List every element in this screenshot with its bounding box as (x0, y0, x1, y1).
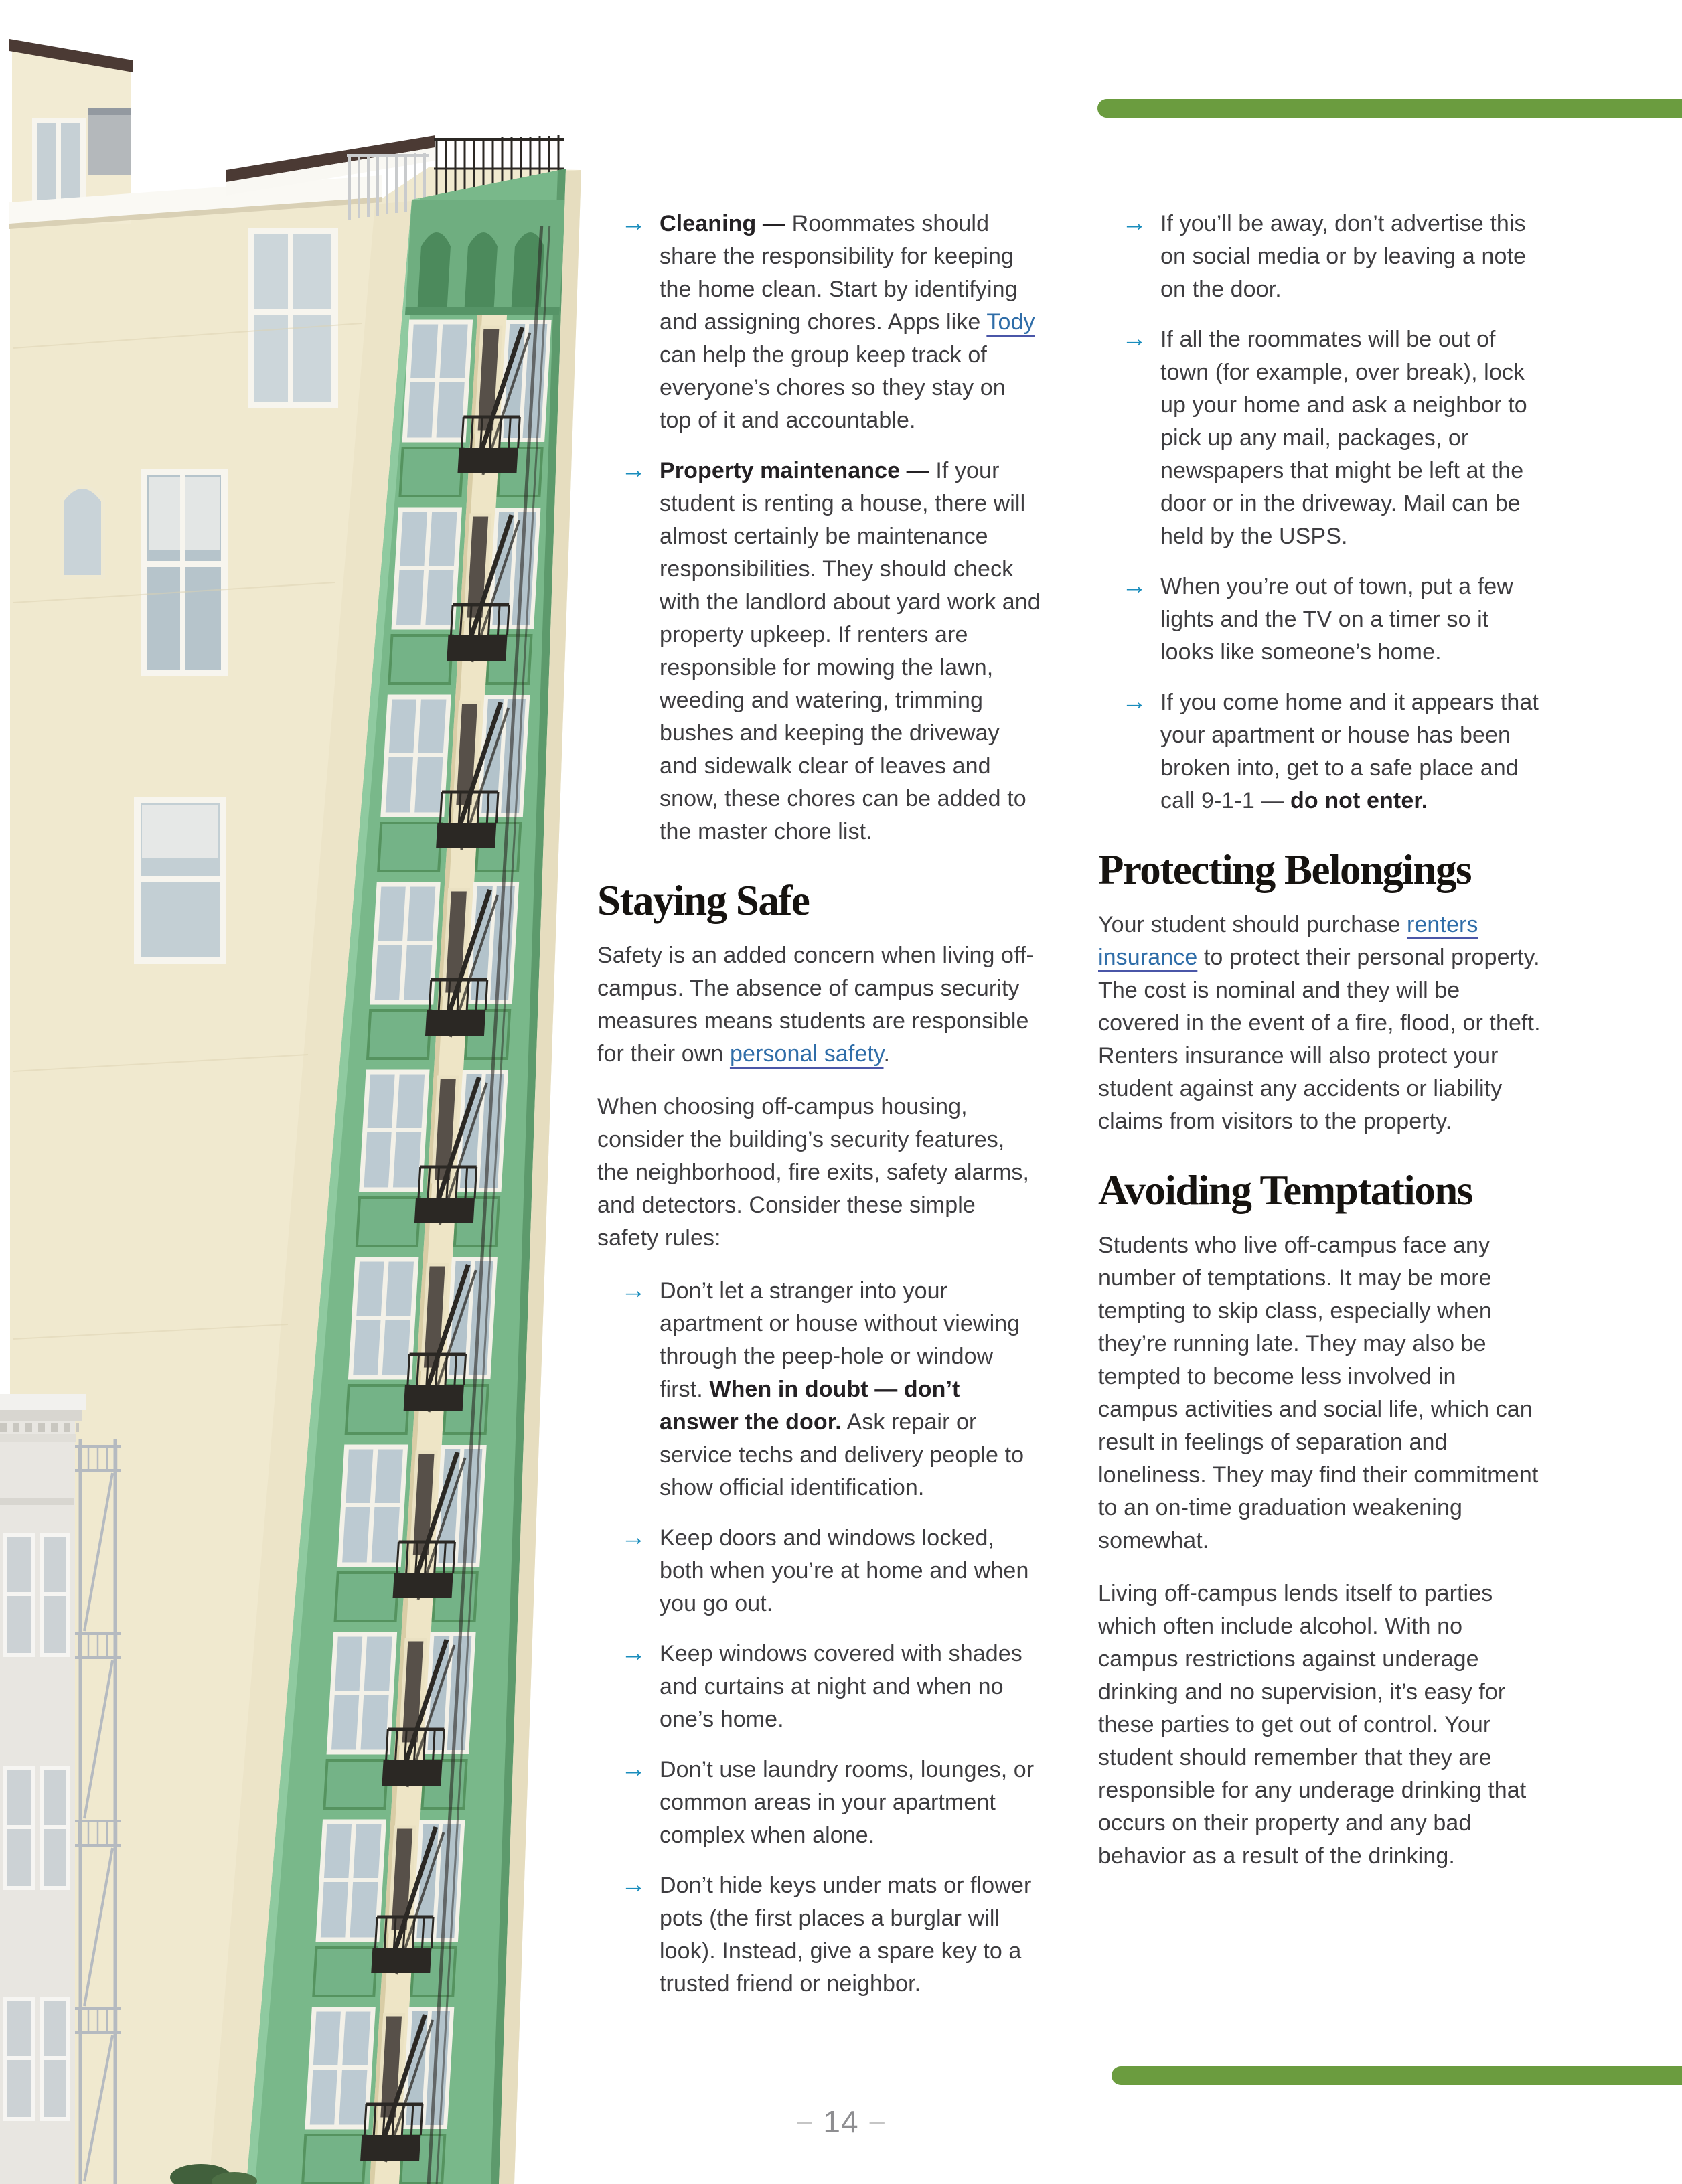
bullet-arrow-icon: → (621, 209, 647, 237)
rule-common-areas: → Don’t use laundry rooms, lounges, or common areas in your apartment complex when alone. (597, 1753, 1041, 1852)
page-number-value: 14 (823, 2104, 859, 2139)
page-number-dash: – (869, 2106, 885, 2136)
rule-cover-windows: → Keep windows covered with shades and curtains at night and when no one’s home. (597, 1638, 1041, 1736)
bullet-arrow-icon: → (1122, 325, 1148, 353)
bullet-arrow-icon: → (621, 1523, 647, 1551)
bullet-arrow-icon: → (1122, 572, 1148, 600)
section-heading-avoiding-temptations: Avoiding Temptations (1098, 1167, 1472, 1214)
bullet-arrow-icon: → (1122, 688, 1148, 716)
bullet-text: Roommates should share the responsibility for keeping the home clean. Start by identifying and assigning chores. Apps like (660, 211, 1018, 335)
rule-lights-timer: → When you’re out of town, put a few lights and the TV on a timer so it looks like someone’s home. (1098, 570, 1541, 669)
paragraph: Living off-campus lends itself to parties which often include alcohol. With no campus restrictions against underage drinking and no supervision, it’s easy for these parties to get out of control. Your student should remember that they are responsible for any underage drinking that occurs on their property and any bad behavior as a result of the drinking. (1098, 1581, 1527, 1869)
bullet-arrow-icon: → (621, 1755, 647, 1783)
section-heading-staying-safe: Staying Safe (597, 877, 810, 924)
bullet-text: If your student is renting a house, there will almost certainly be maintenance responsibilities. They should check with the landlord about yard work and property upkeep. If renters are responsible for mowing the lawn, weeding and watering, trimming bushes and keeping the driveway and sidewalk clear of leaves and snow, these chores can be added to the master chore list. (660, 458, 1041, 844)
rule-hide-keys: → Don’t hide keys under mats or flower pots (the first places a burglar will look). Instead, give a spare key to a trusted friend or neighbor. (597, 1869, 1041, 2001)
right-text-column (1098, 208, 1541, 1893)
paragraph: Safety is an added concern when living off-campus. The absence of campus security measures means students are responsible for their own personal safety. (597, 943, 1034, 1067)
paragraph: Students who live off-campus face any number of temptations. It may be more tempting to skip class, especially when they’re running late. They may also be tempted to become less involved in campus activities and social life, which can result in feelings of separation and loneliness. They may find their commitment to an on-time graduation weakening somewhat. (1098, 1233, 1539, 1553)
rule-lock-doors: → Keep doors and windows locked, both when you’re at home and when you go out. (597, 1522, 1041, 1620)
rule-away-social-media: → If you’ll be away, don’t advertise this on social media or by leaving a note on the door. (1098, 208, 1541, 306)
paragraph: Your student should purchase renters insurance to protect their personal property. The cost is nominal and they will be covered in the event of a fire, flood, or theft. Renters insurance will also protect your student against any accidents or liability claims from visitors to the property. (1098, 912, 1541, 1134)
bullet-text: can help the group keep track of everyone’s chores so they stay on top of it and accountable. (660, 342, 1006, 433)
bottom-accent-bar (1112, 2066, 1682, 2085)
bullet-lead: Cleaning — (660, 211, 792, 236)
link-tody[interactable]: Tody (986, 309, 1035, 335)
page-number (0, 2104, 1682, 2140)
paragraph: When choosing off-campus housing, consider the building’s security features, the neighborhood, fire exits, safety alarms, and detectors. Consider these simple safety rules: (597, 1094, 1030, 1251)
top-accent-bar (1097, 99, 1682, 118)
bullet-lead: Property maintenance — (660, 458, 936, 483)
bullet-arrow-icon: → (621, 1639, 647, 1667)
safety-rules-list (597, 1275, 1041, 2001)
rule-stranger: → Don’t let a stranger into your apartment or house without viewing through the peep-hole or window first. When in doubt — don’t answer the door. Ask repair or service techs and delivery people to show official identification. (597, 1275, 1041, 1504)
left-text-column (597, 208, 1041, 2018)
rule-roommates-out-of-town: → If all the roommates will be out of town (for example, over break), lock up your home and ask a neighbor to pick up any mail, packages, or newspapers that might be left at the door or in the driveway. Mail can be held by the USPS. (1098, 323, 1541, 553)
bullet-arrow-icon: → (1122, 209, 1148, 237)
bullet-property-maintenance (597, 455, 1041, 848)
section-heading-protecting-belongings: Protecting Belongings (1098, 846, 1472, 893)
bullet-cleaning (597, 208, 1041, 437)
apartment-building-photo (0, 0, 589, 2184)
bullet-arrow-icon: → (621, 1871, 647, 1899)
rule-broken-into: → If you come home and it appears that your apartment or house has been broken into, get to a safe place and call 9-1-1 — do not enter. (1098, 686, 1541, 817)
link-personal-safety[interactable]: personal safety (729, 1041, 884, 1067)
page-number-dash: – (797, 2106, 813, 2136)
link-renters-insurance[interactable]: renters insurance (1098, 912, 1478, 970)
bullet-arrow-icon: → (621, 1276, 647, 1304)
bullet-arrow-icon: → (621, 456, 647, 484)
